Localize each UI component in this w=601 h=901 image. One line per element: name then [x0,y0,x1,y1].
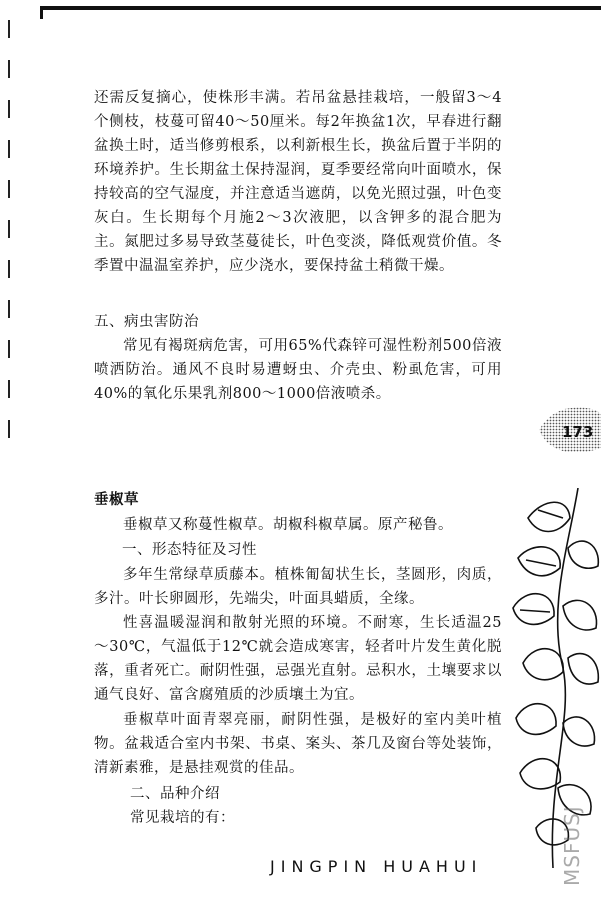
heading-morphology: 一、形态特征及习性 [122,542,257,558]
prev-section-paragraph-1: 还需反复摘心，使株形丰满。若吊盆悬挂栽培，一般留3～4个侧枝，枝蔓可留40～50厘米。每2年换盆1次，早春进行翻盆换土时，适当修剪根系，以利新根生长，换盆后置于半阴的环境养护。生长期盆土保持湿润，夏季要经常向叶面喷水，保持较高的空气湿度，并注意适当遮荫，以免光照过强，叶色变灰白。生长期每个月施2～3次液肥，以含钾多的混合肥为主。氮肥过多易导致茎蔓徒长，叶色变淡，降低观赏价值。冬季置中温温室养护，应少浇水，要保持盆土稍微干燥。 [94,90,502,274]
article-title: 垂椒草 [94,492,139,508]
heading-varieties: 二、品种介绍 [130,786,220,802]
prev-section-paragraph-2: 常见有褐斑病危害，可用65%代森锌可湿性粉剂500倍液喷洒防治。通风不良时易遭蚜虫、介壳虫、粉虱危害，可用40%的氧化乐果乳剂800～1000倍液喷杀。 [94,338,502,402]
paragraph-varieties: 常见栽培的有： [130,810,235,826]
watermark-text: MSFUSJ [560,805,584,886]
margin-tick-marks [0,20,14,440]
paragraph-ornamental: 垂椒草叶面青翠亮丽，耐阴性强，是极好的室内美叶植物。盆栽适合室内书架、书桌、案头、茶几及窗台等处装饰，清新素雅，是悬挂观赏的佳品。 [94,712,502,776]
paragraph-habits: 性喜温暖湿润和散射光照的环境。不耐寒，生长适温25～30℃，气温低于12℃就会造成寒害，轻者叶片发生黄化脱落，重者死亡。耐阴性强，忌强光直射。忌积水，土壤要求以通气良好、富含腐殖质的沙质壤土为宜。 [94,615,502,703]
hanging-plant-icon [508,488,601,868]
paragraph-morphology: 多年生常绿草质藤本。植株匍匐状生长，茎圆形，肉质，多汁。叶长卵圆形，先端尖，叶面具蜡质，全缘。 [94,567,502,607]
page-number: 173 [562,423,594,441]
top-rule [40,6,601,10]
article-intro: 垂椒草又称蔓性椒草。胡椒科椒草属。原产秘鲁。 [123,517,453,533]
running-footer: JINGPIN HUAHUI [270,857,483,876]
section-heading-pest-control: 五、病虫害防治 [94,314,199,330]
